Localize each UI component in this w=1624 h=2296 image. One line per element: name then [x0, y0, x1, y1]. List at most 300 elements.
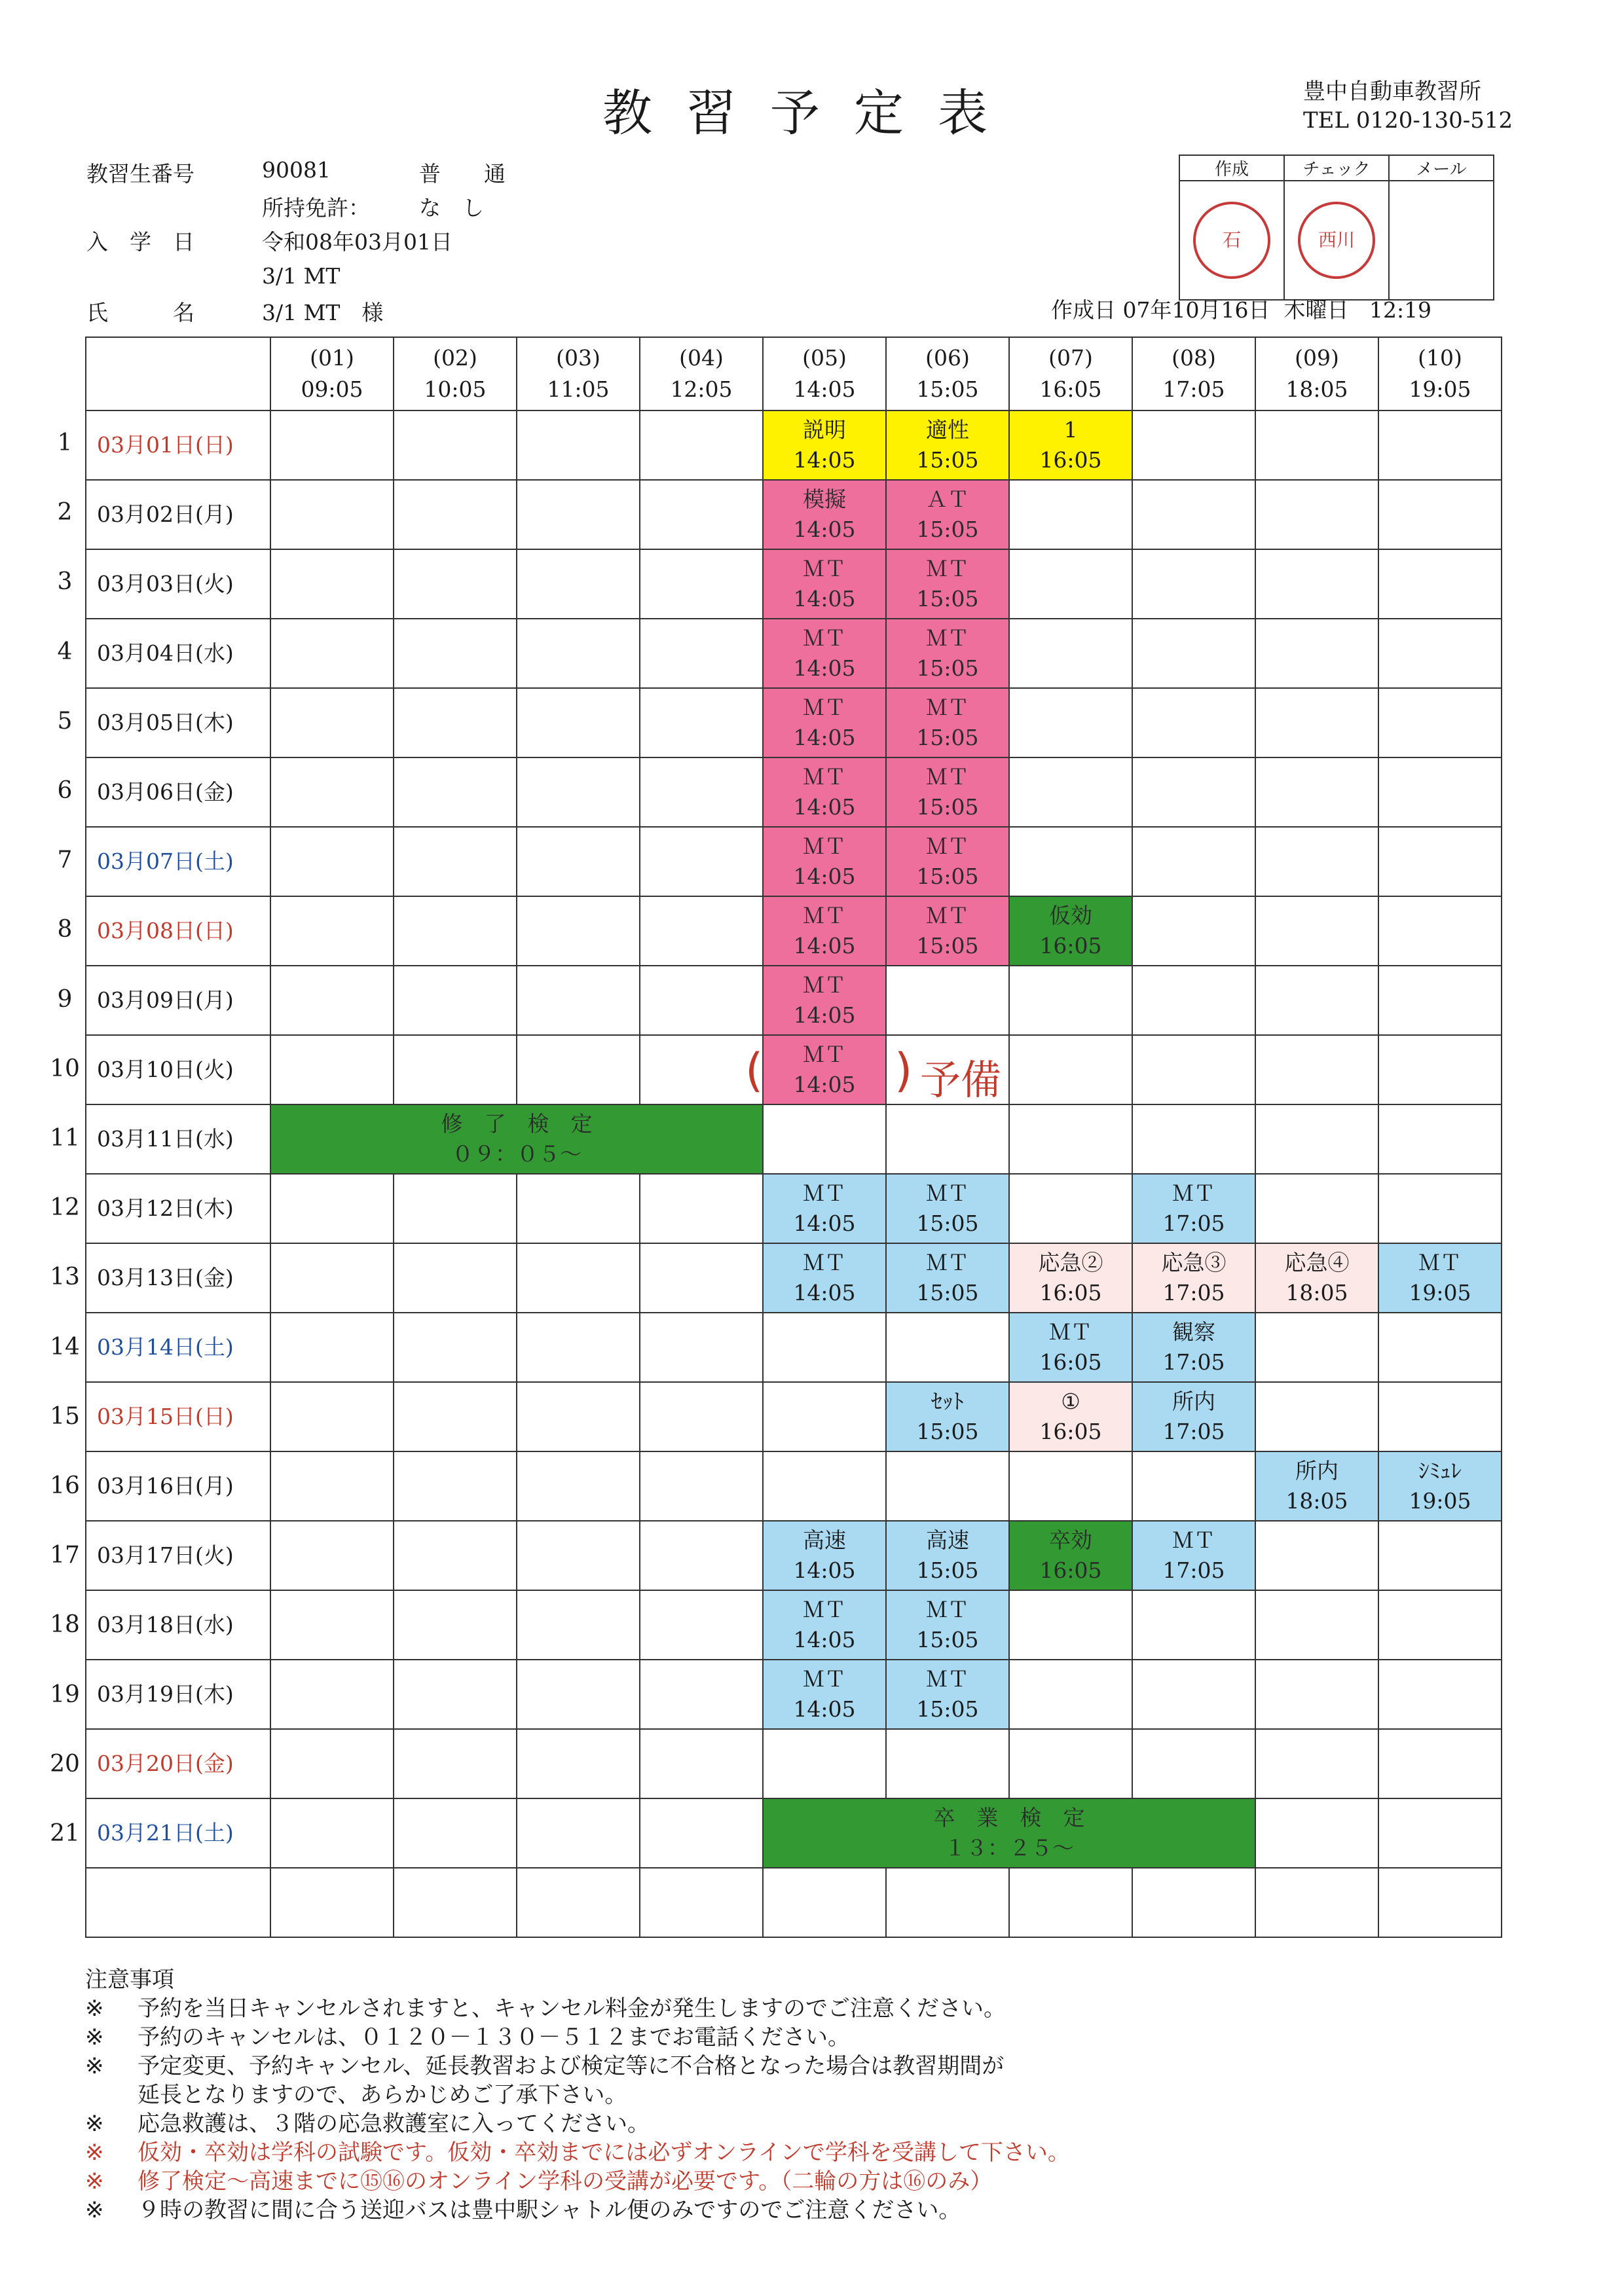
date-cell: 03月20日(金)	[86, 1729, 270, 1798]
column-header	[763, 337, 886, 410]
date-cell: 03月11日(水)	[86, 1104, 270, 1174]
created-info	[1051, 293, 1431, 324]
lesson-label: 高速	[803, 1527, 846, 1553]
empty-slot	[1378, 827, 1502, 896]
lesson-slot[interactable]	[1009, 1313, 1132, 1382]
table-row	[86, 549, 1502, 619]
lesson-slot[interactable]	[763, 1660, 886, 1729]
date-cell: 03月06日(金)	[86, 757, 270, 827]
lesson-slot[interactable]	[886, 757, 1009, 827]
empty-slot	[1255, 966, 1378, 1035]
table-row	[86, 410, 1502, 480]
empty-slot	[640, 619, 763, 688]
date-cell: 03月17日(火)	[86, 1521, 270, 1590]
lesson-label: ＭＴ	[926, 1597, 969, 1622]
empty-slot	[1378, 480, 1502, 549]
school-info	[1303, 77, 1513, 135]
empty-slot	[1378, 1729, 1502, 1798]
empty-slot	[640, 1868, 763, 1937]
empty-slot	[1378, 1104, 1502, 1174]
note-text: 応急救護は、３階の応急救護室に入ってください。	[138, 2111, 650, 2137]
lesson-label: ＭＴ	[926, 903, 969, 928]
empty-slot	[640, 1660, 763, 1729]
lesson-slot[interactable]	[886, 1174, 1009, 1243]
empty-slot	[517, 1798, 640, 1868]
lesson-label: 修 了 検 定	[441, 1111, 593, 1137]
empty-slot	[517, 1313, 640, 1382]
empty-slot	[1255, 549, 1378, 619]
note-text: 仮効・卒効は学科の試験です。仮効・卒効までには必ずオンラインで学科を受講して下さい。	[138, 2140, 1070, 2166]
row-number: 9	[57, 985, 73, 1013]
school-name: 豊中自動車教習所	[1303, 79, 1481, 105]
lesson-slot[interactable]	[1009, 896, 1132, 966]
enroll-label: 入 学 日	[86, 229, 194, 255]
table-row	[86, 1868, 1502, 1937]
empty-slot	[1255, 757, 1378, 827]
lesson-label: 応急②	[1038, 1250, 1103, 1275]
column-number: (07)	[1048, 345, 1093, 371]
empty-slot	[270, 757, 394, 827]
note-mark: ※	[85, 1995, 104, 2022]
empty-slot	[1378, 896, 1502, 966]
empty-slot	[394, 1868, 517, 1937]
empty-slot	[1132, 549, 1255, 619]
empty-slot	[1255, 1521, 1378, 1590]
lesson-slot[interactable]	[886, 896, 1009, 966]
column-time: 17:05	[1162, 376, 1225, 402]
date-cell: 03月18日(水)	[86, 1590, 270, 1660]
column-time: 19:05	[1409, 376, 1471, 402]
note-mark: ※	[85, 2024, 104, 2050]
empty-slot	[1009, 549, 1132, 619]
empty-slot	[517, 1382, 640, 1451]
empty-slot	[394, 1660, 517, 1729]
empty-slot	[1378, 549, 1502, 619]
lesson-slot[interactable]	[1378, 1451, 1502, 1521]
student-id-label: 教習生番号	[86, 161, 194, 187]
lesson-label: ＭＴ	[926, 625, 969, 651]
empty-slot	[394, 966, 517, 1035]
stamp-check-cell	[1284, 181, 1389, 300]
lesson-label: 1	[1063, 417, 1078, 443]
lesson-time: 17:05	[1162, 1349, 1225, 1375]
empty-slot	[1378, 688, 1502, 757]
column-header	[517, 337, 640, 410]
lesson-label: ＭＴ	[926, 764, 969, 790]
empty-slot	[394, 1382, 517, 1451]
lesson-time: 14:05	[793, 933, 856, 958]
lesson-time: 15:05	[916, 1696, 979, 1722]
table-row	[86, 1521, 1502, 1590]
empty-slot	[763, 1451, 886, 1521]
lesson-time: 14:05	[793, 655, 856, 681]
lesson-time: 17:05	[1162, 1419, 1225, 1444]
column-time: 15:05	[916, 376, 979, 402]
empty-slot	[640, 896, 763, 966]
empty-slot	[270, 896, 394, 966]
note-mark: ※	[85, 2168, 104, 2195]
date-cell: 03月16日(月)	[86, 1451, 270, 1521]
lesson-time: 15:05	[916, 586, 979, 611]
lesson-slot[interactable]	[763, 1035, 886, 1104]
empty-slot	[1378, 619, 1502, 688]
lesson-time: 19:05	[1409, 1488, 1471, 1514]
date-cell: 03月02日(月)	[86, 480, 270, 549]
notes-heading: 注意事項	[85, 1967, 174, 1993]
empty-slot	[1009, 1660, 1132, 1729]
empty-slot	[1255, 619, 1378, 688]
empty-slot	[394, 1521, 517, 1590]
empty-slot	[1132, 480, 1255, 549]
held-license-label: 所持免許：	[262, 195, 370, 221]
student-id-value: 90081	[262, 157, 331, 183]
empty-slot	[1009, 1451, 1132, 1521]
column-header	[1009, 337, 1132, 410]
created-seal-icon: 石	[1193, 202, 1270, 279]
date-cell: 03月13日(金)	[86, 1243, 270, 1313]
empty-slot	[1255, 688, 1378, 757]
lesson-slot[interactable]	[763, 480, 886, 549]
lesson-label: ｾｯﾄ	[931, 1389, 964, 1414]
lesson-slot[interactable]	[763, 1590, 886, 1660]
empty-slot	[394, 619, 517, 688]
column-header	[1255, 337, 1378, 410]
empty-slot	[394, 1035, 517, 1104]
lesson-slot[interactable]	[1009, 1521, 1132, 1590]
lesson-slot[interactable]	[886, 1521, 1009, 1590]
column-header	[1378, 337, 1502, 410]
lesson-time: 16:05	[1039, 1558, 1102, 1583]
empty-slot	[517, 619, 640, 688]
empty-slot	[1255, 1382, 1378, 1451]
date-cell: 03月05日(木)	[86, 688, 270, 757]
empty-slot	[394, 1729, 517, 1798]
lesson-slot[interactable]	[763, 966, 886, 1035]
lesson-time: 14:05	[793, 586, 856, 611]
empty-slot	[1132, 1729, 1255, 1798]
lesson-slot[interactable]	[763, 757, 886, 827]
lesson-label: ｼﾐｭﾚ	[1418, 1458, 1462, 1484]
empty-slot	[270, 688, 394, 757]
row-number: 5	[57, 707, 73, 735]
empty-slot	[1255, 896, 1378, 966]
lesson-slot[interactable]	[1378, 1243, 1502, 1313]
lesson-label: 模擬	[803, 486, 846, 512]
lesson-slot[interactable]	[886, 1243, 1009, 1313]
lesson-slot[interactable]	[886, 1382, 1009, 1451]
lesson-slot[interactable]	[270, 1104, 763, 1174]
lesson-slot[interactable]	[886, 410, 1009, 480]
lesson-time: 14:05	[793, 864, 856, 889]
lesson-slot[interactable]	[763, 619, 886, 688]
empty-slot	[270, 1174, 394, 1243]
lesson-slot[interactable]	[1132, 1313, 1255, 1382]
lesson-slot[interactable]	[763, 1243, 886, 1313]
empty-slot	[763, 1729, 886, 1798]
lesson-time: 15:05	[916, 1419, 979, 1444]
note-item	[85, 2167, 1070, 2196]
lesson-label: 所内	[1295, 1458, 1338, 1484]
lesson-slot[interactable]	[886, 549, 1009, 619]
empty-slot	[1378, 1521, 1502, 1590]
lesson-slot[interactable]	[763, 410, 886, 480]
lesson-time: 15:05	[916, 933, 979, 958]
lesson-slot[interactable]	[886, 688, 1009, 757]
empty-slot	[1378, 1868, 1502, 1937]
column-header	[1132, 337, 1255, 410]
column-number: (09)	[1295, 345, 1339, 371]
empty-slot	[1132, 1660, 1255, 1729]
stamp-created-label: 作成	[1179, 155, 1284, 181]
empty-slot	[640, 1382, 763, 1451]
lesson-label: ＭＴ	[803, 903, 846, 928]
empty-slot	[517, 1243, 640, 1313]
lesson-slot[interactable]	[763, 827, 886, 896]
column-header	[886, 337, 1009, 410]
lesson-slot[interactable]	[886, 619, 1009, 688]
lesson-slot[interactable]	[763, 688, 886, 757]
empty-slot	[886, 1104, 1009, 1174]
table-row	[86, 1243, 1502, 1313]
empty-slot	[1009, 1590, 1132, 1660]
note-mark: ※	[85, 2053, 104, 2079]
lesson-label: ＭＴ	[926, 1666, 969, 1692]
date-cell: 03月08日(日)	[86, 896, 270, 966]
lesson-label: ＭＴ	[803, 1666, 846, 1692]
empty-slot	[640, 549, 763, 619]
empty-slot	[270, 1382, 394, 1451]
date-cell: 03月15日(日)	[86, 1382, 270, 1451]
lesson-time: ０９：０５～	[452, 1141, 581, 1167]
table-row	[86, 480, 1502, 549]
empty-slot	[1009, 1729, 1132, 1798]
empty-slot	[394, 1174, 517, 1243]
license-type: 普 通	[419, 161, 506, 187]
lesson-label: ＭＴ	[803, 1250, 846, 1275]
date-cell: 03月09日(月)	[86, 966, 270, 1035]
column-header	[270, 337, 394, 410]
lesson-time: 14:05	[793, 447, 856, 473]
empty-slot	[1009, 1868, 1132, 1937]
lesson-time: 15:05	[916, 447, 979, 473]
empty-slot	[270, 1798, 394, 1868]
empty-slot	[1009, 1104, 1132, 1174]
lesson-time: 14:05	[793, 794, 856, 820]
empty-slot	[517, 1660, 640, 1729]
note-text: 予定変更、予約キャンセル、延長教習および検定等に不合格となった場合は教習期間が	[138, 2053, 1005, 2079]
empty-slot	[1132, 688, 1255, 757]
empty-slot	[1255, 1729, 1378, 1798]
lesson-slot[interactable]	[1255, 1243, 1378, 1313]
lesson-label: 高速	[926, 1527, 969, 1553]
note-mark: ※	[85, 2111, 104, 2137]
empty-slot	[886, 1729, 1009, 1798]
row-number: 19	[50, 1681, 80, 1708]
row-number: 13	[50, 1264, 80, 1291]
handwritten-note: 予備	[920, 1056, 1002, 1104]
lesson-slot[interactable]	[763, 896, 886, 966]
empty-slot	[1255, 1035, 1378, 1104]
empty-slot	[270, 966, 394, 1035]
empty-slot	[270, 1451, 394, 1521]
row-number: 7	[57, 847, 73, 874]
lesson-label: ＭＴ	[803, 1180, 846, 1206]
name-value: 3/1 MT 様	[262, 300, 384, 325]
lesson-slot[interactable]	[1132, 1382, 1255, 1451]
table-row	[86, 1729, 1502, 1798]
empty-slot	[517, 1868, 640, 1937]
lesson-time: 16:05	[1039, 1419, 1102, 1444]
empty-slot	[517, 1590, 640, 1660]
empty-slot	[1378, 1313, 1502, 1382]
date-cell	[86, 1868, 270, 1937]
lesson-label: 仮効	[1049, 903, 1092, 928]
row-number: 21	[50, 1820, 80, 1847]
table-row	[86, 896, 1502, 966]
date-cell: 03月04日(水)	[86, 619, 270, 688]
empty-slot	[270, 1313, 394, 1382]
notes-section	[85, 1965, 1070, 2225]
lesson-time: 14:05	[793, 1558, 856, 1583]
lesson-slot[interactable]	[886, 1590, 1009, 1660]
table-row	[86, 1174, 1502, 1243]
lesson-label: ①	[1061, 1389, 1080, 1414]
empty-slot	[1009, 1035, 1132, 1104]
empty-slot	[1255, 1313, 1378, 1382]
created-weekday: 木曜日	[1283, 297, 1349, 323]
empty-slot	[394, 757, 517, 827]
lesson-time: 15:05	[916, 794, 979, 820]
empty-slot	[270, 1035, 394, 1104]
row-number: 2	[57, 499, 73, 526]
lesson-slot[interactable]	[886, 480, 1009, 549]
empty-slot	[1378, 1174, 1502, 1243]
empty-slot	[517, 1521, 640, 1590]
lesson-label: ＭＴ	[803, 1597, 846, 1622]
page-title: 教習予定表	[602, 84, 1022, 142]
lesson-label: ＭＴ	[926, 695, 969, 720]
empty-slot	[1132, 1451, 1255, 1521]
empty-slot	[517, 757, 640, 827]
lesson-time: 17:05	[1162, 1211, 1225, 1236]
lesson-slot[interactable]	[1132, 1174, 1255, 1243]
lesson-slot[interactable]	[1009, 1382, 1132, 1451]
date-cell: 03月12日(木)	[86, 1174, 270, 1243]
empty-slot	[1132, 619, 1255, 688]
lesson-slot[interactable]	[1132, 1521, 1255, 1590]
lesson-label: 所内	[1172, 1389, 1215, 1414]
lesson-time: 15:05	[916, 1280, 979, 1305]
lesson-slot[interactable]	[1009, 410, 1132, 480]
empty-slot	[640, 1313, 763, 1382]
held-license-value: な し	[419, 195, 484, 221]
note-item	[85, 2196, 1070, 2225]
note-text: 予約を当日キャンセルされますと、キャンセル料金が発生しますのでご注意ください。	[138, 1995, 1006, 2022]
lesson-slot[interactable]	[886, 827, 1009, 896]
lesson-slot[interactable]	[763, 1798, 1255, 1868]
empty-slot	[640, 1798, 763, 1868]
lesson-time: 19:05	[1409, 1280, 1471, 1305]
empty-slot	[1132, 966, 1255, 1035]
empty-slot	[1255, 1868, 1378, 1937]
stamp-box	[1179, 155, 1494, 301]
header-corner	[86, 337, 270, 410]
empty-slot	[1132, 1104, 1255, 1174]
row-number: 15	[50, 1402, 80, 1430]
empty-slot	[1132, 1868, 1255, 1937]
lesson-label: ＭＴ	[803, 1042, 846, 1067]
enroll-date: 令和08年03月01日	[262, 229, 452, 255]
handwritten-paren-left-icon: (	[745, 1044, 764, 1097]
empty-slot	[640, 1590, 763, 1660]
table-row	[86, 1798, 1502, 1868]
note-text: 延長となりますので、あらかじめご了承下さい。	[138, 2082, 627, 2108]
lesson-label: ＭＴ	[1049, 1319, 1092, 1345]
table-row	[86, 827, 1502, 896]
column-number: (08)	[1172, 345, 1216, 371]
date-cell: 03月21日(土)	[86, 1798, 270, 1868]
empty-slot	[270, 619, 394, 688]
lesson-slot[interactable]	[1255, 1451, 1378, 1521]
empty-slot	[270, 410, 394, 480]
lesson-slot[interactable]	[763, 1521, 886, 1590]
empty-slot	[1132, 1035, 1255, 1104]
row-number: 3	[57, 568, 73, 596]
empty-slot	[270, 480, 394, 549]
row-number: 16	[50, 1472, 80, 1499]
table-row	[86, 1104, 1502, 1174]
lesson-time: 16:05	[1039, 933, 1102, 958]
empty-slot	[1009, 757, 1132, 827]
date-cell: 03月03日(火)	[86, 549, 270, 619]
note-mark: ※	[85, 2140, 104, 2166]
empty-slot	[1255, 1798, 1378, 1868]
note-text: 修了検定～高速までに⑮⑯のオンライン学科の受講が必要です。（二輪の方は⑯のみ）	[138, 2168, 993, 2195]
lesson-label: ＭＴ	[803, 972, 846, 998]
lesson-label: ＭＴ	[803, 695, 846, 720]
lesson-time: 14:05	[793, 1072, 856, 1097]
lesson-time: 14:05	[793, 1280, 856, 1305]
column-time: 12:05	[670, 376, 733, 402]
empty-slot	[640, 410, 763, 480]
empty-slot	[517, 480, 640, 549]
column-header	[394, 337, 517, 410]
lesson-slot[interactable]	[1009, 1243, 1132, 1313]
note-mark: ※	[85, 2197, 104, 2223]
lesson-slot[interactable]	[1132, 1243, 1255, 1313]
lesson-label: ＭＴ	[1172, 1180, 1215, 1206]
lesson-slot[interactable]	[886, 1660, 1009, 1729]
table-row	[86, 757, 1502, 827]
empty-slot	[1255, 1174, 1378, 1243]
lesson-label: ＭＴ	[803, 625, 846, 651]
empty-slot	[1378, 1590, 1502, 1660]
lesson-time: 14:05	[793, 1002, 856, 1028]
empty-slot	[640, 1521, 763, 1590]
empty-slot	[1132, 757, 1255, 827]
created-date: 07年10月16日	[1122, 297, 1270, 323]
lesson-label: ＭＴ	[926, 1180, 969, 1206]
lesson-time: 14:05	[793, 1696, 856, 1722]
lesson-slot[interactable]	[763, 549, 886, 619]
lesson-slot[interactable]	[763, 1174, 886, 1243]
empty-slot	[517, 1729, 640, 1798]
lesson-time: 15:05	[916, 725, 979, 750]
empty-slot	[763, 1382, 886, 1451]
check-seal-icon: 西川	[1298, 202, 1375, 279]
lesson-label: ＭＴ	[803, 764, 846, 790]
empty-slot	[640, 1243, 763, 1313]
